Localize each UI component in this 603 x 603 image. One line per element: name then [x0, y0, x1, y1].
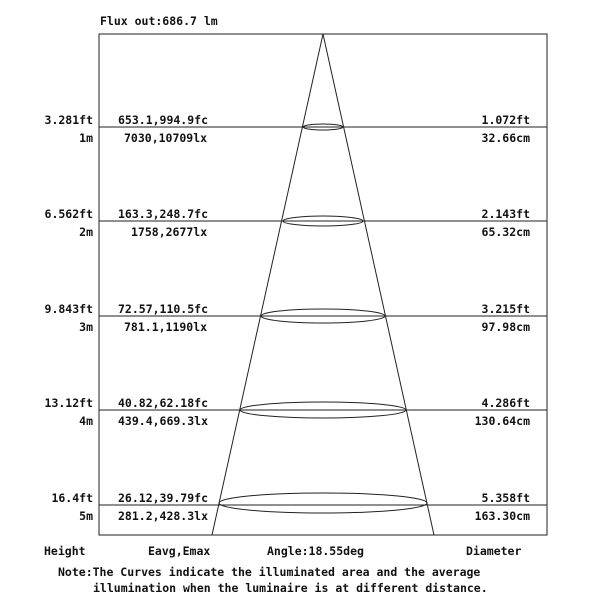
footer-height-label: Height [44, 544, 86, 558]
illuminance-fc: 653.1,994.9fc [118, 113, 209, 127]
beam-edge-right [323, 34, 434, 535]
distance-row-4 [45, 396, 547, 428]
distance-row-1 [45, 113, 547, 145]
illuminance-fc: 26.12,39.79fc [118, 491, 209, 505]
diameter-cm: 97.98cm [481, 320, 530, 334]
illuminance-lx: 1758,2677lx [131, 225, 208, 239]
diameter-ft: 3.215ft [481, 302, 530, 316]
note-line-2: illumination when the luminaire is at different distance. [93, 581, 488, 595]
distance-row-3 [45, 302, 547, 334]
illuminance-lx: 781.1,1190lx [124, 320, 208, 334]
diameter-cm: 32.66cm [481, 131, 530, 145]
illuminance-lx: 281.2,428.3lx [118, 509, 209, 523]
distance-row-5 [51, 491, 547, 523]
illuminance-lx: 7030,10709lx [124, 131, 208, 145]
footer-angle-label: Angle:18.55deg [267, 544, 364, 558]
distance-m: 2m [79, 225, 93, 239]
diameter-cm: 130.64cm [474, 414, 530, 428]
beam-edge-left [212, 34, 323, 535]
plot-frame [99, 34, 547, 535]
footer-diameter-label: Diameter [466, 544, 522, 558]
distance-m: 1m [79, 131, 93, 145]
diameter-cm: 65.32cm [481, 225, 530, 239]
beam-ellipse [219, 493, 427, 513]
distance-ft: 6.562ft [44, 207, 93, 221]
illuminance-lx: 439.4,669.3lx [118, 414, 209, 428]
distance-ft: 13.12ft [44, 396, 93, 410]
flux-label: Flux out:686.7 lm [100, 14, 218, 28]
illuminance-fc: 40.82,62.18fc [118, 396, 209, 410]
distance-m: 5m [79, 509, 93, 523]
distance-m: 3m [79, 320, 93, 334]
distance-row-2 [45, 207, 547, 239]
diameter-cm: 163.30cm [474, 509, 530, 523]
diameter-ft: 5.358ft [481, 491, 530, 505]
distance-ft: 9.843ft [44, 302, 93, 316]
note-line-1: Note:The Curves indicate the illuminated area and the average [58, 565, 481, 579]
illuminance-fc: 72.57,110.5fc [118, 302, 209, 316]
diameter-ft: 2.143ft [481, 207, 530, 221]
diameter-ft: 1.072ft [481, 113, 530, 127]
distance-ft: 3.281ft [44, 113, 93, 127]
distance-ft: 16.4ft [51, 491, 93, 505]
footer-eavg-label: Eavg,Emax [148, 544, 211, 558]
illuminance-fc: 163.3,248.7fc [118, 207, 209, 221]
distance-m: 4m [79, 414, 93, 428]
diameter-ft: 4.286ft [481, 396, 530, 410]
